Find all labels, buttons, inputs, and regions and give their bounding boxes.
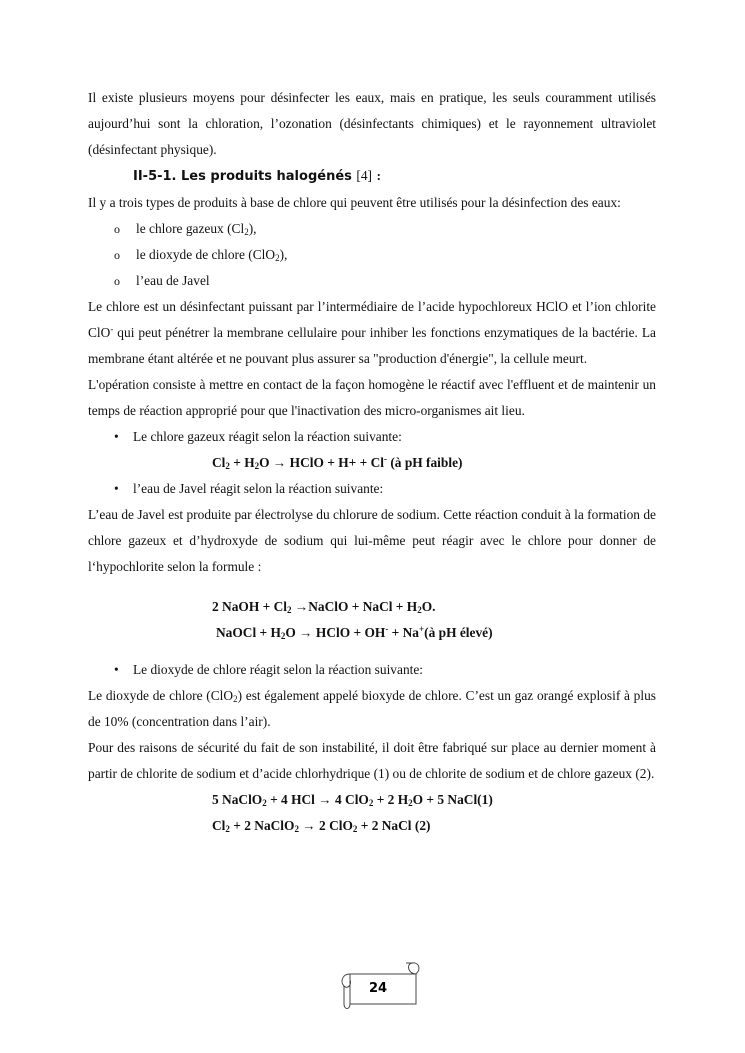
dioxide-paragraph: Le dioxyde de chlore (ClO$_2$) est également appelé bioxyde de chlore. C’est un gaz orangé explosif à plus de 10% (concentration dans l’air).: [88, 688, 656, 729]
list-item: • Le chlore gazeux réagit selon la réaction suivante:: [88, 424, 656, 450]
circle-bullet-icon: o: [114, 222, 120, 236]
intro-paragraph: Il existe plusieurs moyens pour désinfecter les eaux, mais en pratique, les seuls couramment utilisés aujourd’hui sont la chloration, l’ozonation (désinfectants chimiques) et le rayonnement ultraviolet (désinfectant physique).: [88, 90, 656, 157]
chlorine-types-list: [88, 216, 656, 294]
bullet-gas-chlorine: [88, 424, 656, 450]
page-number: 24: [368, 981, 388, 996]
types-intro-paragraph: Il y a trois types de produits à base de chlore qui peuvent être utilisés pour la désinfection des eaux:: [88, 195, 621, 210]
list-item: o l’eau de Javel: [88, 268, 656, 294]
circle-bullet-icon: o: [114, 248, 120, 262]
equation-naclo2-hcl: 5 NaClO$_2$ + 4 HCl → 4 ClO$_2$ + 2 $H_2O + 5$ NaCl(1): [212, 792, 493, 808]
equation-cl2-naclo2: $Cl_2 + 2$ NaClO$_2$ → 2 ClO$_2$ + 2 NaCl (2): [212, 818, 431, 834]
list-item: • l’eau de Javel réagit selon la réaction suivante:: [88, 476, 656, 502]
disc-bullet-icon: •: [114, 662, 119, 677]
equation-naocl: NaOCl + $H_2O$ → HClO + OH- + Na+(à pH élevé): [216, 624, 493, 641]
operation-paragraph: L'opération consiste à mettre en contact de la façon homogène le réactif avec l'effluent et de maintenir un temps de réaction approprié pour que l'inactivation des micro-organismes ait lieu.: [88, 377, 656, 418]
circle-bullet-icon: o: [114, 274, 120, 288]
equation-chlorine-gas: $Cl_2 + H_2O$ → HClO + H+ + Cl- (à pH faible): [212, 454, 463, 471]
list-item: o le dioxyde de chlore (ClO$_2$),: [88, 242, 656, 268]
chlorine-mechanism-paragraph: Le chlore est un désinfectant puissant par l’intermédiaire de l’acide hypochloreux HClO et l’ion chlorite ClO- qui peut pénétrer la membrane cellulaire pour inhiber les fonctions enzymatiques de la bactérie. La membrane étant altérée et ne pouvant plus assurer sa "production d'énergie", la cellule meurt.: [88, 299, 656, 366]
safety-paragraph: Pour des raisons de sécurité du fait de son instabilité, il doit être fabriqué sur place au dernier moment à partir de chlorite de sodium et d’acide chlorhydrique (1) ou de chlorite de sodium et de chlore gazeux (2).: [88, 740, 656, 781]
disc-bullet-icon: •: [114, 429, 119, 444]
document-page: [88, 85, 656, 839]
equation-naoh: 2 NaOH + $Cl_2$ →NaClO + NaCl + $H_2O$.: [212, 599, 436, 615]
bullet-chlorine-dioxide: [88, 657, 656, 683]
section-heading-colon: :: [376, 168, 381, 183]
bullet-javel: [88, 476, 656, 502]
section-heading-title: II-5-1. Les produits halogénés: [133, 169, 352, 184]
section-heading-reference: [4]: [356, 168, 373, 183]
section-heading: [88, 163, 656, 190]
javel-paragraph: L’eau de Javel est produite par électrolyse du chlorure de sodium. Cette réaction conduit à la formation de chlore gazeux et d’hydroxyde de sodium qui lui-même peut réagir avec le chlore pour donner de l‘hypochlorite selon la formule :: [88, 507, 656, 574]
list-item: • Le dioxyde de chlore réagit selon la réaction suivante:: [88, 657, 656, 683]
list-item: o le chlore gazeux $(Cl_2)$,: [88, 216, 656, 242]
disc-bullet-icon: •: [114, 481, 119, 496]
